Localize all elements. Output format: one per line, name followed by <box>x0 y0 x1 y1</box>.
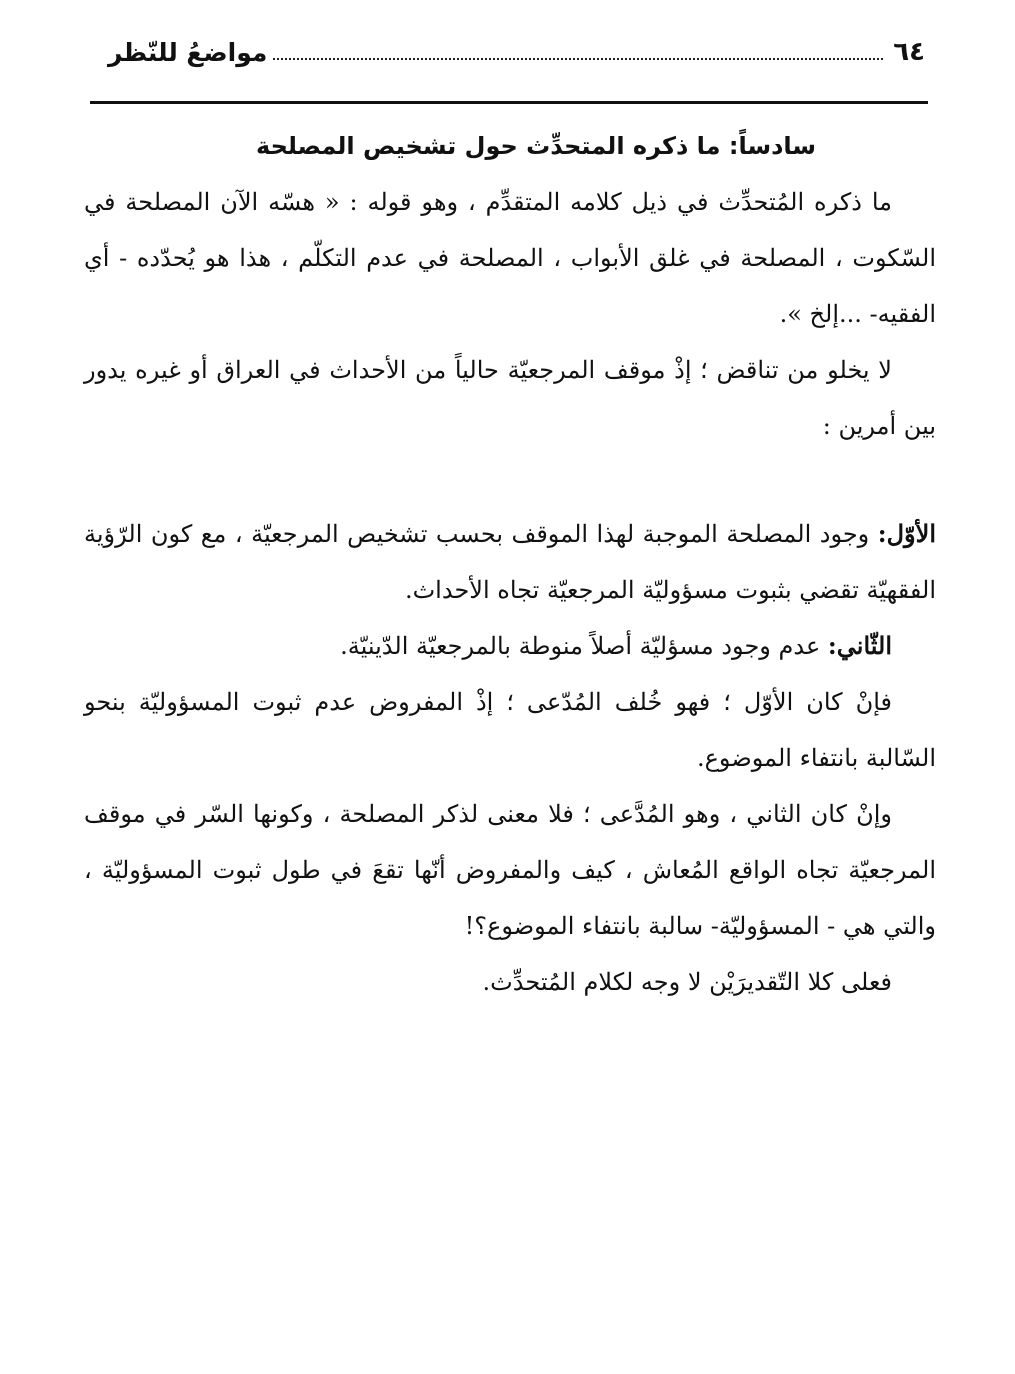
option-second-term: الثّاني: <box>827 631 892 660</box>
option-second <box>84 618 936 674</box>
paragraph-conclusion: فعلى كلا التّقديرَيْن لا وجه لكلام المُتحدِّث. <box>482 968 892 996</box>
paragraph-if-first: فإنْ كان الأوّل ؛ فهو خُلف المُدّعى ؛ إذْ المفروض عدم ثبوت المسؤوليّة بنحو السّالبة بانتفاء الموضوع. <box>84 688 936 772</box>
paragraph-if-second: وإنْ كان الثاني ، وهو المُدَّعى ؛ فلا معنى لذكر المصلحة ، وكونها السّر في موقف المرجعيّة تجاه الواقع المُعاش ، كيف والمفروض أنّها تقعَ في طول ثبوت المسؤوليّة ، والتي هي - المسؤوليّة- سالبة بانتفاء الموضوع؟! <box>84 800 936 940</box>
section-heading: سادساً: ما ذكره المتحدِّث حول تشخيص المصلحة <box>256 132 816 160</box>
option-second-text: عدم وجود مسؤليّة أصلاً منوطة بالمرجعيّة الدّينيّة. <box>340 632 828 660</box>
paragraph-quote: ما ذكره المُتحدِّث في ذيل كلامه المتقدِّم ، وهو قوله : « هسّه الآن المصلحة في السّكوت ، المصلحة في غلق الأبواب ، المصلحة في عدم التكلّم ، هذا هو يُحدّده - أي الفقيه- ...إلخ ». <box>84 188 936 328</box>
paragraph-contradiction: لا يخلو من تناقض ؛ إذْ موقف المرجعيّة حالياً من الأحداث في العراق أو غيره يدور بين أمرين : <box>84 356 936 440</box>
header-rule <box>90 101 928 104</box>
option-first <box>84 506 936 618</box>
body-text <box>84 118 936 1010</box>
running-title: مواضعُ للنّظر <box>108 37 268 67</box>
option-first-text: وجود المصلحة الموجبة لهذا الموقف بحسب تشخيص المرجعيّة ، مع كون الرّؤية الفقهيّة تقضي بثبوت مسؤوليّة المرجعيّة تجاه الأحداث. <box>84 520 936 604</box>
page-number: ٦٤ <box>893 37 925 67</box>
running-header <box>108 30 925 74</box>
option-first-term: الأوّل: <box>877 519 936 548</box>
header-leader-dots <box>273 58 883 60</box>
